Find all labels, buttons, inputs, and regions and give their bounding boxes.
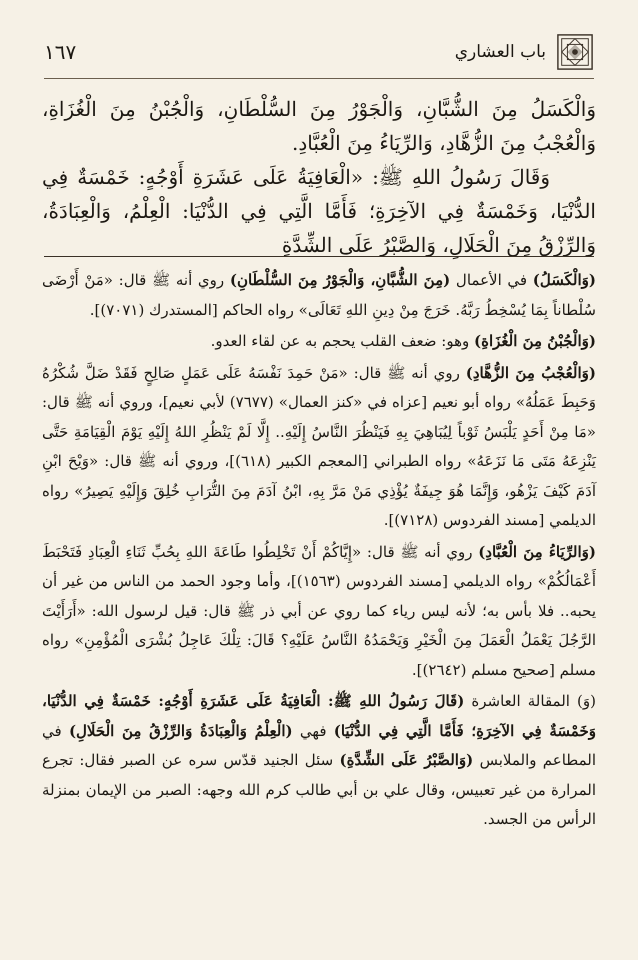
chapter-title: باب العشاري <box>454 42 546 62</box>
commentary-term: (وَالصَّبْرُ عَلَى الشِّدَّةِ) <box>339 751 474 769</box>
page-number: ١٦٧ <box>44 40 77 64</box>
commentary-text: في المطاعم والملابس <box>42 721 596 769</box>
commentary-term: (وَالْجُبْنُ مِنَ الْغُزَاةِ) <box>474 332 596 350</box>
page-header <box>44 26 594 79</box>
commentary-text: فهي <box>292 721 334 740</box>
commentary-term: (مِنَ الشُّبَّانِ، وَالْجَوْرُ مِنَ السُّلْطَانِ) <box>229 271 451 289</box>
commentary-paragraph <box>42 266 596 325</box>
main-paragraph: وَالْكَسَلُ مِنَ الشُّبَّانِ، وَالْجَوْرُ مِنَ السُّلْطَانِ، وَالْجُبْنُ مِنَ الْغُزَاةِ، وَالْعُجْبُ مِنَ الزُّهَّادِ، وَالرِّيَاءُ مِنَ الْعُبَّادِ. <box>42 97 596 155</box>
commentary-text: (وَ) المقالة العاشرة <box>464 692 596 710</box>
main-text <box>42 92 596 262</box>
commentary-term: (وَالْعُجْبُ مِنَ الزُّهَّادِ) <box>465 363 596 382</box>
commentary <box>42 266 596 835</box>
commentary-term: (الْعِلْمُ وَالْعِبَادَةُ وَالرِّزْقُ مِنَ الْحَلَالِ) <box>68 721 293 740</box>
commentary-text: وهو: ضعف القلب يحجم به عن لقاء العدو. <box>210 332 475 350</box>
geometric-ornament-icon <box>556 33 594 71</box>
commentary-paragraph <box>42 327 596 357</box>
commentary-paragraph <box>42 359 596 536</box>
commentary-text: روي أنه ﷺ قال: «مَنْ حَمِدَ نَفْسَهُ عَلَى عَمَلٍ صَالِحٍ فَقَدْ ضَلَّ شُكْرُهُ وَحَبِطَ عَمَلُهُ» رواه أبو نعيم [عزاه في «كنز العمال» (٧٦٧٧) لأبي نعيم]، وروي أنه ﷺ قال: «مَا مِنْ أَحَدٍ يَلْبَسُ ثَوْباً لِيُبَاهِيَ بِهِ فَيَنْظُرَ النَّاسُ إِلَيْهِ.. إِلَّا لَمْ يَنْظُرِ اللهُ إِلَيْهِ يَوْمَ الْقِيَامَةِ حَتَّى يَنْزِعَهُ مَتَى مَا نَزَعَهُ» رواه الطبراني [المعجم الكبير (٦١٨)]، وروي أنه ﷺ قال: «وَيْحَ ابْنِ آدَمَ كَيْفَ يَزْهُو، وَإِنَّمَا هُوَ جِيفَةٌ يُؤْذِي مَنْ مَرَّ بِهِ، ابْنُ آدَمَ مِنَ التُّرَابِ خُلِقَ وَإِلَيْهِ يَصِيرُ» رواه الديلمي [مسند الفردوس (٧١٢٨)]. <box>42 363 596 529</box>
commentary-paragraph <box>42 687 596 835</box>
commentary-text: روي أنه ﷺ قال: «مَنْ أَرْضَى سُلْطاناً بِمَا يُسْخِطُ رَبَّهُ. خَرَجَ مِنْ دِينِ اللهِ تَعَالَى» رواه الحاكم [المستدرك (٧٠٧١)]. <box>42 271 596 319</box>
commentary-term: (وَالْكَسَلُ) <box>532 271 596 289</box>
commentary-text: سئل الجنيد قدّس سره عن الصبر فقال: تجرع المرارة من غير تعبيس، وقال علي بن أبي طالب كرم الله وجهه: الصبر من الإيمان بمنزلة الرأس من الجسد. <box>42 751 596 828</box>
commentary-paragraph <box>42 538 596 686</box>
commentary-text: في الأعمال <box>450 271 533 289</box>
commentary-term: (وَالرِّيَاءُ مِنَ الْعُبَّادِ) <box>478 542 596 561</box>
main-paragraph: وَقَالَ رَسُولُ اللهِ ﷺ: «الْعَافِيَةُ عَلَى عَشَرَةِ أَوْجُهٍ: خَمْسَةٌ فِي الدُّنْيَا، وَخَمْسَةٌ فِي الآخِرَةِ؛ فَأَمَّا الَّتِي فِي الدُّنْيَا: الْعِلْمُ، وَالْعِبَادَةُ، وَالرِّزْقُ مِنَ الْحَلَالِ، وَالصَّبْرُ عَلَى الشِّدَّةِ <box>42 165 596 257</box>
section-divider <box>44 256 594 257</box>
commentary-term: (قَالَ رَسُولُ اللهِ ﷺ: الْعَافِيَةُ عَلَى عَشَرَةِ أَوْجُهٍ: خَمْسَةٌ فِي الدُّنْيَا، وَخَمْسَةٌ فِي الآخِرَةِ؛ فَأَمَّا الَّتِي فِي الدُّنْيَا) <box>42 692 596 740</box>
commentary-text: روي أنه ﷺ قال: «إِيَّاكُمْ أَنْ تَخْلِطُوا طَاعَةَ اللهِ بِحُبِّ ثَنَاءِ الْعِبَادِ فَتَحْبَطَ أَعْمَالُكُمْ» رواه الديلمي [مسند الفردوس (١٥٦٣)]، وأما وجود الحمد من الناس من غير أن يحبه.. فلا بأس به؛ لأنه ليس رياء كما روي عن أبي ذر ﷺ قال: قيل لرسول الله: «أَرَأَيْتَ الرَّجُلَ يَعْمَلُ الْعَمَلَ مِنَ الْخَيْرِ وَيَحْمَدُهُ النَّاسُ عَلَيْهِ؟ قَالَ: تِلْكَ عَاجِلُ بُشْرَى الْمُؤْمِنِ» رواه مسلم [صحيح مسلم (٢٦٤٢)]. <box>42 542 596 679</box>
